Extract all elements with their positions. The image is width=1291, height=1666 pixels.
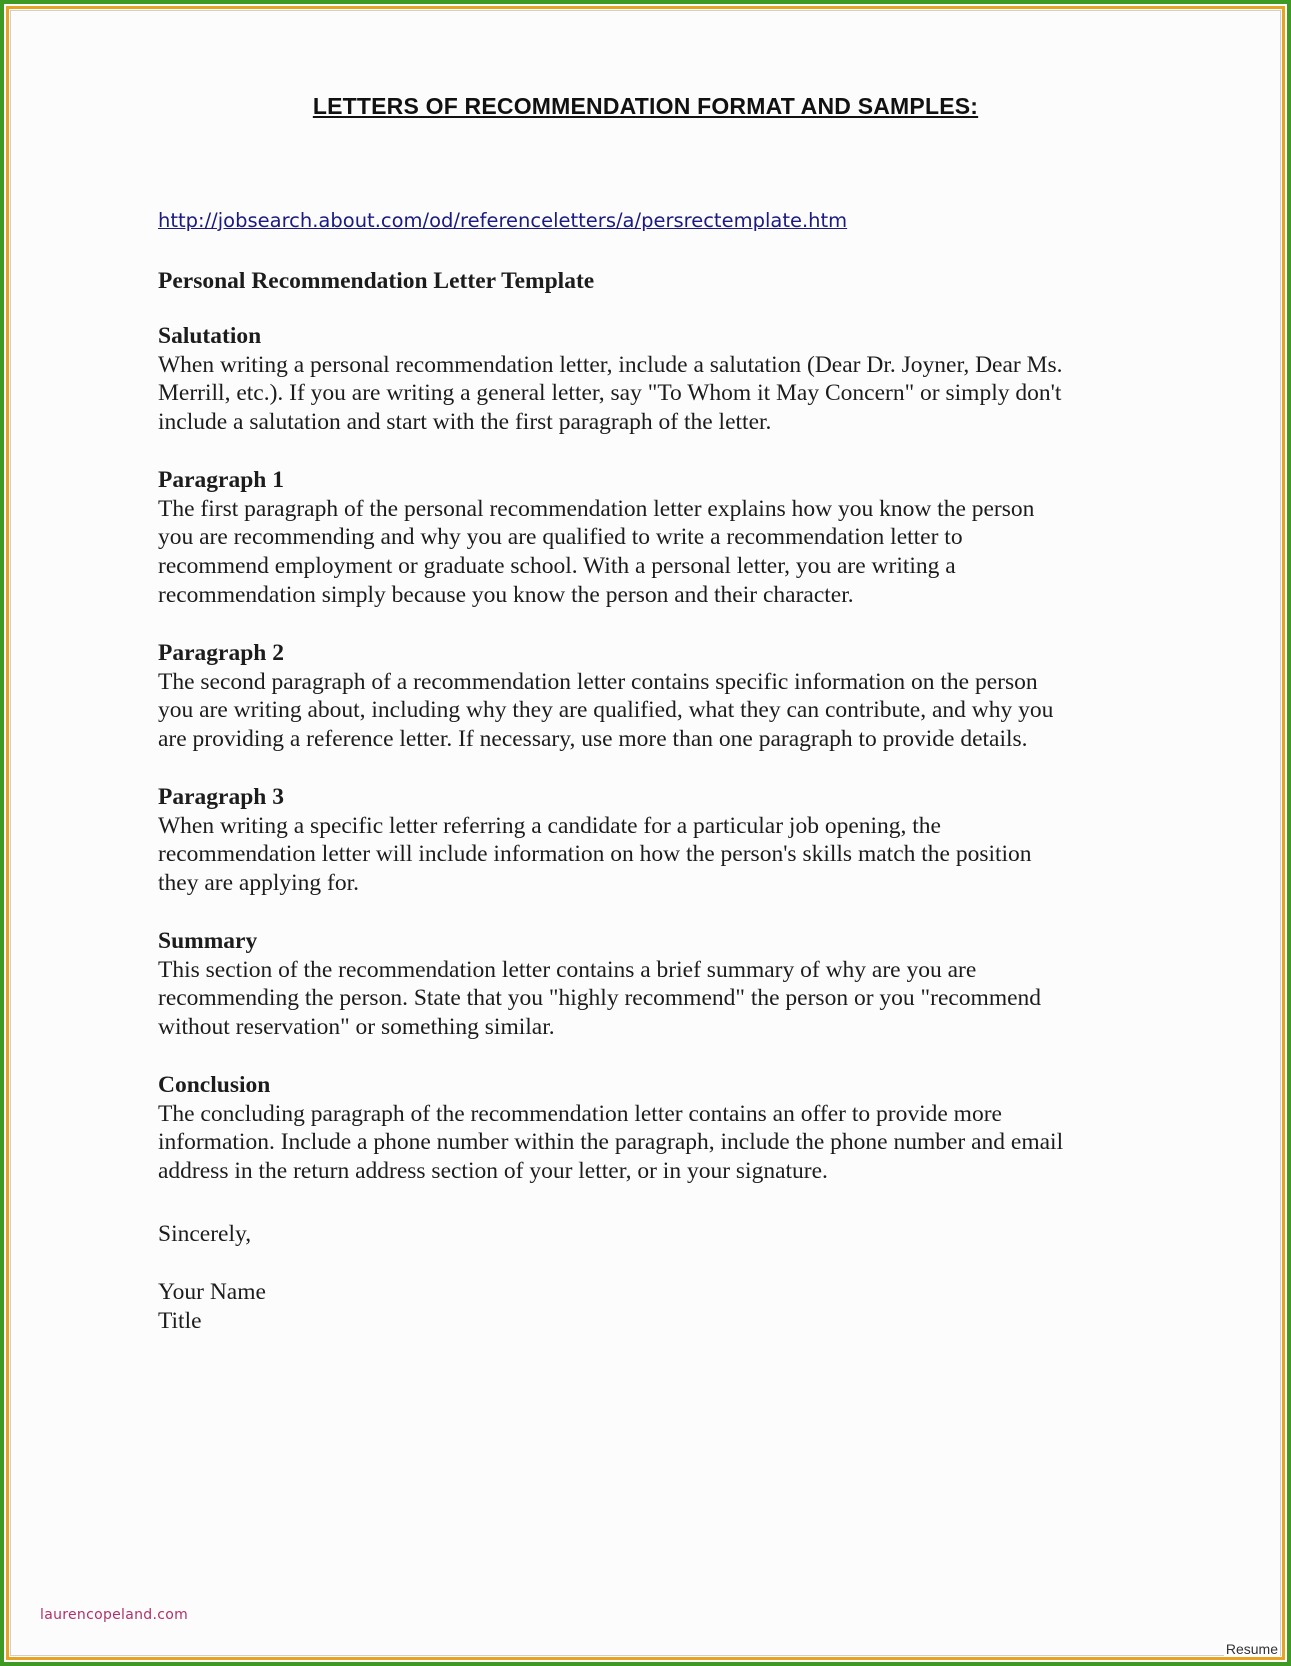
section-line: The second paragraph of a recommendation letter contains specific information on the person (158, 668, 1038, 695)
section-line: include a salutation and start with the first paragraph of the letter. (158, 409, 772, 436)
section-line: recommendation simply because you know the person and their character. (158, 581, 854, 608)
template-subtitle: Personal Recommendation Letter Template (158, 268, 595, 294)
section-line: recommend employment or graduate school. With a personal letter, you are writing a (158, 553, 956, 580)
section-line: you are recommending and why you are qualified to write a recommendation letter to (158, 524, 963, 551)
reference-link[interactable]: http://jobsearch.about.com/od/referenceletters/a/persrectemplate.htm (158, 209, 848, 232)
section-line: The first paragraph of the personal recommendation letter explains how you know the person (158, 495, 1035, 522)
section-summary (158, 927, 1158, 1042)
section-heading: Conclusion (158, 1072, 271, 1098)
section-line: information. Include a phone number within the paragraph, include the phone number and email (158, 1129, 1064, 1156)
section-line: When writing a personal recommendation letter, include a salutation (Dear Dr. Joyner, Dear Ms. (158, 351, 1063, 378)
section-line: recommendation letter will include information on how the person's skills match the position (158, 841, 1032, 868)
section-line: without reservation" or something similar. (158, 1014, 555, 1041)
section-line: Merrill, etc.). If you are writing a general letter, say "To Whom it May Concern" or simply don't (158, 380, 1062, 407)
section-paragraph-3 (158, 783, 1158, 898)
watermark: laurencopeland.com (40, 1607, 189, 1623)
section-heading: Paragraph 1 (158, 467, 284, 493)
section-salutation (158, 322, 1158, 437)
corner-label: Resume (1225, 1641, 1278, 1657)
section-line: address in the return address section of your letter, or in your signature. (158, 1158, 828, 1185)
section-line: are providing a reference letter. If necessary, use more than one paragraph to provide details. (158, 726, 1028, 753)
section-paragraph-1 (158, 466, 1158, 610)
section-paragraph-2 (158, 639, 1158, 754)
signature-block (158, 1278, 1158, 1335)
section-conclusion (158, 1071, 1158, 1186)
closing-text: Sincerely, (158, 1221, 252, 1247)
section-line: The concluding paragraph of the recommendation letter contains an offer to provide more (158, 1100, 1002, 1127)
document-title: LETTERS OF RECOMMENDATION FORMAT AND SAMPLES: (312, 93, 979, 119)
signature-name: Your Name (158, 1279, 266, 1305)
section-line: This section of the recommendation letter contains a brief summary of why are you are (158, 956, 977, 983)
section-heading: Paragraph 3 (158, 784, 284, 810)
letter-closing (158, 1220, 1158, 1249)
section-heading: Paragraph 2 (158, 640, 284, 666)
section-heading: Summary (158, 928, 258, 954)
section-line: you are writing about, including why they are qualified, what they can contribute, and why you (158, 697, 1054, 724)
signature-title: Title (158, 1307, 202, 1334)
section-line: When writing a specific letter referring a candidate for a particular job opening, the (158, 812, 941, 839)
section-line: recommending the person. State that you "highly recommend" the person or you "recommend (158, 985, 1042, 1012)
section-heading: Salutation (158, 323, 262, 349)
section-line: they are applying for. (158, 870, 359, 897)
